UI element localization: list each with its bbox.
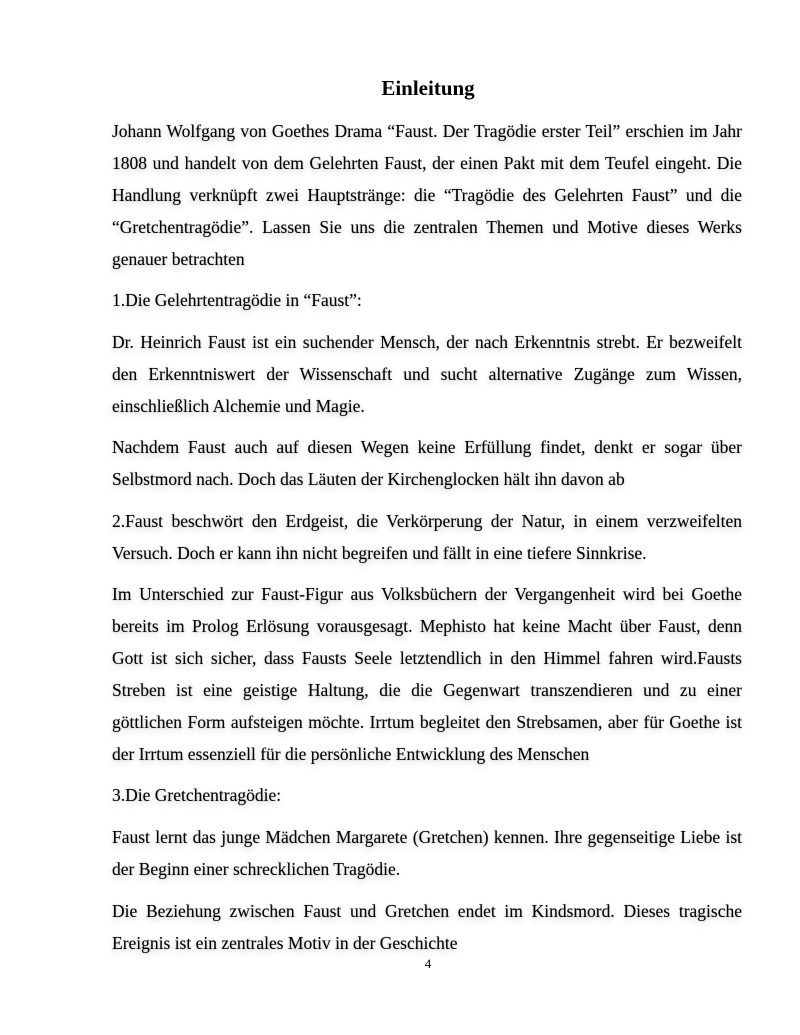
paragraph-faust-erkenntnis: Dr. Heinrich Faust ist ein suchender Mensch, der nach Erkenntnis strebt. Er bezweifelt den Erkenntniswert der Wissenschaft und sucht alternative Zugänge zum Wissen, einschließlich Alchemie und Magie. [112,332,742,416]
page-number: 4 [424,956,432,971]
paragraph-kindsmord: Die Beziehung zwischen Faust und Gretchen endet im Kindsmord. Dieses tragische Ereignis ist ein zentrales Motiv in der Geschichte [112,901,742,953]
page-title: Einleitung [381,76,475,100]
paragraph-erdgeist: 2.Faust beschwört den Erdgeist, die Verkörperung der Natur, in einem verzweifelten Versuch. Doch er kann ihn nicht begreifen und fällt in eine tiefere Sinnkrise. [112,511,742,563]
paragraph-erloesung: Im Unterschied zur Faust-Figur aus Volksbüchern der Vergangenheit wird bei Goethe bereits im Prolog Erlösung vorausgesagt. Mephisto hat keine Macht über Faust, denn Gott ist sich sicher, dass Fausts Seele letztendlich in den Himmel fahren wird.Fausts Streben ist eine geistige Haltung, die die Gegenwart transzendieren und zu einer göttlichen Form aufsteigen möchte. Irrtum begleitet den Strebsamen, aber für Goethe ist der Irrtum essenziell für die persönliche Entwicklung des Menschen [112,584,742,764]
paragraph-selbstmord: Nachdem Faust auch auf diesen Wegen keine Erfüllung findet, denkt er sogar über Selbstmord nach. Doch das Läuten der Kirchenglocken hält ihn davon ab [112,437,742,489]
section-heading-gelehrtentragoedie: 1.Die Gelehrtentragödie in “Faust”: [112,290,362,310]
section-heading-gretchentragoedie: 3.Die Gretchentragödie: [112,785,282,805]
paragraph-margarete: Faust lernt das junge Mädchen Margarete (Gretchen) kennen. Ihre gegenseitige Liebe ist der Beginn einer schrecklichen Tragödie. [112,827,742,879]
intro-paragraph: Johann Wolfgang von Goethes Drama “Faust. Der Tragödie erster Teil” erschien im Jahr 1808 und handelt von dem Gelehrten Faust, der einen Pakt mit dem Teufel eingeht. Die Handlung verknüpft zwei Hauptstränge: die “Tragödie des Gelehrten Faust” und die “Gretchentragödie”. Lassen Sie uns die zentralen Themen und Motive dieses Werks genauer betrachten [112,121,742,269]
